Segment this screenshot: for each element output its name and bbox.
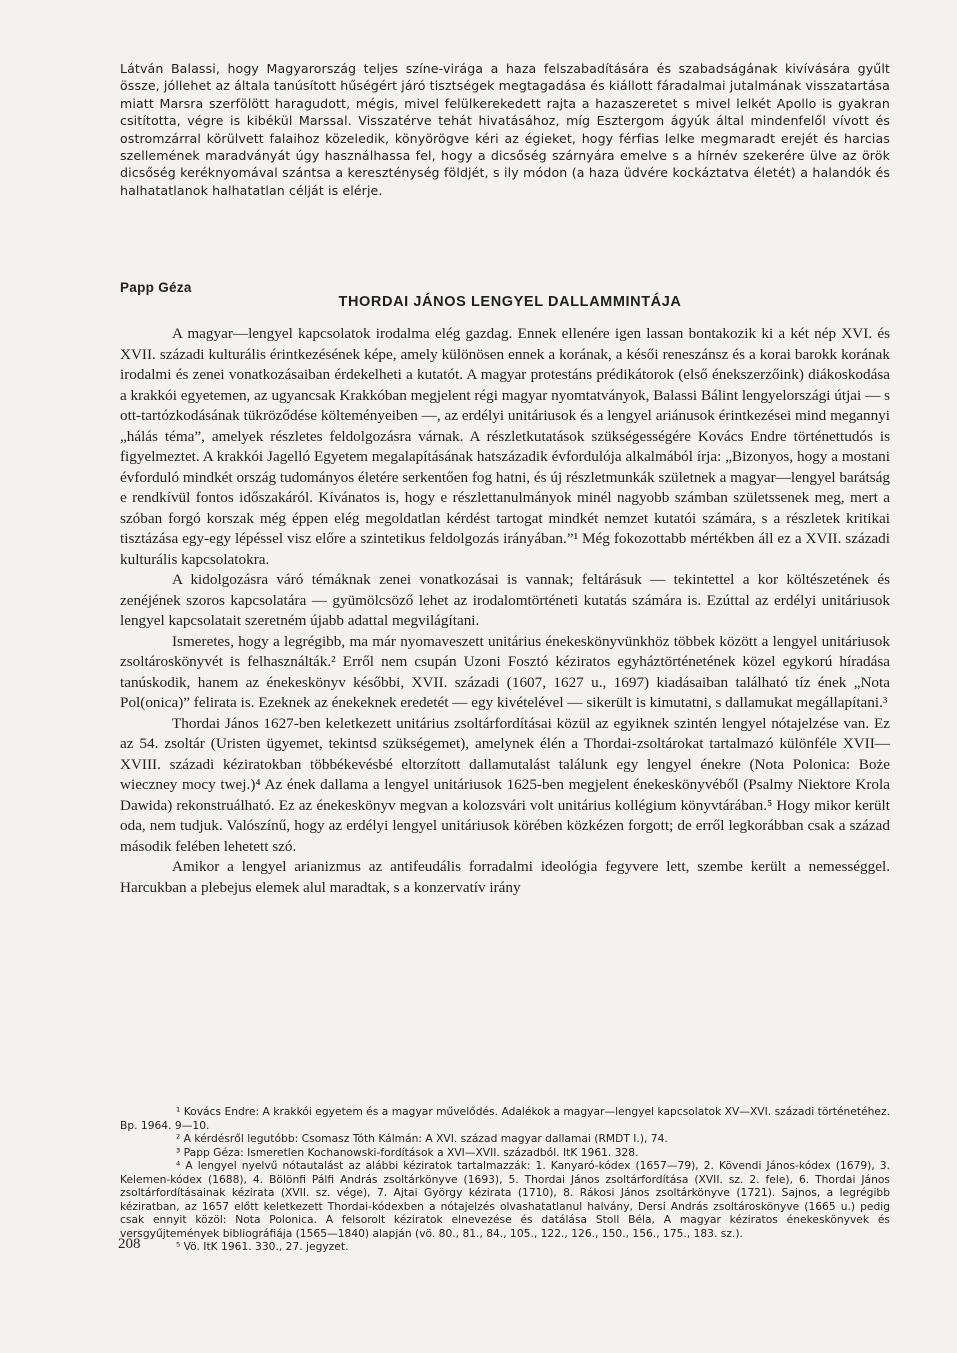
article-title: THORDAI JÁNOS LENGYEL DALLAMMINTÁJA (338, 294, 682, 310)
article-body (120, 324, 890, 898)
footnote: ⁴ A lengyel nyelvű nótautalást az alábbi kéziratok tartalmazzák: 1. Kanyaró-kódex (1657—79), 2. Kövendi János-kódex (1679), 3. Kelemen-kódex (1688), 4. Bölönfi Pálfi András zsoltárkönyve (1693), 5. Thordai János zsoltárfordítása (XVII. sz. 2. fele), 6. Thordai János zsoltárfordításainak kézirata (XVII. sz. vége), 7. Ajtai György kézirata (1710), 8. Rákosi János zsoltárkönyve (1721). Sajnos, a legrégibb kéziratban, az 1657 előtt keletkezett Thordai-kódexben a nótajelzés olvashatatlanul halvány, Dersi András zsoltároskönyve (1665 u.) pedig csak ennyit közöl: Nota Polonica. A felsorolt kéziratok elnevezése és datálása Stoll Béla, A magyar kéziratos énekeskönyvek és versgyűjtemények bibliográfiája (1565—1840) alapján (vö. 80., 81., 84., 105., 122., 126., 150., 156., 175., 183. sz.). (120, 1159, 890, 1240)
article-author: Papp Géza (120, 280, 192, 295)
body-paragraph: Amikor a lengyel arianizmus az antifeudális forradalmi ideológia fegyvere lett, szembe került a nemességgel. Harcukban a plebejus elemek alul maradtak, s a konzervatív irány (120, 858, 890, 896)
footnote: ² A kérdésről legutóbb: Csomasz Tóth Kálmán: A XVI. század magyar dallamai (RMDT I.), 74. (176, 1132, 668, 1145)
page-number: 208 (118, 1236, 141, 1252)
body-paragraph: Ismeretes, hogy a legrégibb, ma már nyomaveszett unitárius énekeskönyvünkhöz többek között a lengyel unitáriusok zsoltároskönyvét is felhasználták.² Erről nem csupán Uzoni Fosztó kéziratos egyháztörténetének közel egykorú híradása tanúskodik, hanem az énekeskönyv későbbi, XVII. századi (1607, 1627 u., 1697) kiadásaiban található tíz ének „Nota Pol(onica)” felirata is. Ezeknek az énekeknek eredetét — egy kivételével — sikerült is kimutatni, s dallamukat megállapítani.³ (120, 632, 890, 711)
body-paragraph: A kidolgozásra váró témáknak zenei vonatkozásai is vannak; feltárásuk — tekintettel a kor költészetének és zenéjének szoros kapcsolatára — gyümölcsöző lehet az irodalomtörténeti kutatás számára is. Ezúttal az erdélyi unitáriusok lengyel kapcsolatait szeretném újabb adattal megvilágítani. (120, 571, 890, 629)
footnote: ³ Papp Géza: Ismeretlen Kochanowski-fordítások a XVI—XVII. századból. ItK 1961. 328. (176, 1145, 639, 1159)
footnote: ¹ Kovács Endre: A krakkói egyetem és a magyar művelődés. Adalékok a magyar—lengyel kapcsolatok XV—XVI. századi történetéhez. Bp. 1964. 9—10. (120, 1105, 890, 1132)
body-paragraph: Thordai János 1627-ben keletkezett unitárius zsoltárfordításai közül az egyiknek szintén lengyel nótajelzése van. Ez az 54. zsoltár (Uristen ügyemet, tekintsd szükségemet), amelynek élén a Thordai-zsoltárokat tartalmazó különféle XVII—XVIII. századi kéziratokban többékevésbé eltorzított dallamutalást találunk egy lengyel énekre (Nota Polonica: Boże wieczney mocy twej.)⁴ Az ének dallama a lengyel unitáriusok 1625-ben megjelent énekeskönyvéből (Psalmy Niektore Krola Dawida) rekonstruálható. Ez az énekeskönyv megvan a kolozsvári volt unitárius kollégium könyvtárában.⁵ Hogy mikor került oda, nem tudjuk. Valószínű, hogy az erdélyi lengyel unitáriusok körében közkézen forgott; de erről legkorábban csak a század második felében lehetett szó. (120, 714, 890, 855)
intro-paragraph: Látván Balassi, hogy Magyarország teljes színe-virága a haza felszabadítására és szabadságának kivívására gyűlt össze, jóllehet az általa tanúsított hűségért járó tisztségek megtagadása és kiállott fáradalmai jutalmának visszatartása miatt Marsra szerfölött haragudott, mégis, mivel felülkerekedett rajta a hazaszeretet s mivel lelkét Apollo is gyakran csitította, végre is kibékül Marssal. Visszatérve tehát hivatásához, míg Esztergom ágyúk által mindenfelől vívott és ostromzárral körülvett falaihoz közeledik, könyörögve kéri az égieket, hogy férfias lelke megmaradt erejét és harcias szellemének maradványát úgy használhassa fel, hogy a dicsőség szárnyára emelve s a hírnév szekerére ülve az örök dicsőség keréknyomával szántsa a kereszténység földjét, s ily módon (a haza üdvére kockáztatva életét) a halandók és halhatatlanok halhatatlan célját is elérje. (120, 61, 890, 198)
body-paragraph: A magyar—lengyel kapcsolatok irodalma elég gazdag. Ennek ellenére igen lassan bontakozik ki a két nép XVI. és XVII. századi kulturális érintkezésének képe, amely különösen ennek a korának, a késői reneszánsz és a korai barokk korának irodalmi és zenei vonatkozásaiban érdekelheti a kutatót. A magyar protestáns prédikátorok (első énekszerzőink) diákoskodása a krakkói egyetemen, az ugyancsak Krakkóban megjelent régi magyar nyomtatványok, Balassi Bálint lengyelországi útjai — s ott-tartózkodásának tükröződése költeményeiben —, az erdélyi unitáriusok és a lengyel ariánusok érintkezései mind megannyi „hálás téma”, amelyek részletes feldolgozásra várnak. A részletkutatások szükségességére Kovács Endre történettudós is figyelmeztet. A krakkói Jagelló Egyetem megalapításának hatszázadik évfordulója alkalmából írja: „Bizonyos, hogy a mostani évforduló mindkét ország tudományos életére serkentően fog hatni, és új részletmunkák születnek a magyar—lengyel barátság e rendkívül fontos időszakáról. Kívánatos is, hogy e részlettanulmányok minél nagyobb számban születssenek meg, mert a szóban forgó korszak még éppen elég megoldatlan kérdést tartogat mindkét nemzet kutatói számára, s a részletek kritikai tisztázása egy-egy lépéssel visz előre a szintetikus feldolgozás irányában.”¹ Még fokozottabb mértékben áll ez a XVII. századi kulturális kapcsolatokra. (120, 325, 890, 568)
footnote: ⁵ Vö. ItK 1961. 330., 27. jegyzet. (176, 1240, 349, 1253)
footnotes (120, 1105, 890, 1254)
